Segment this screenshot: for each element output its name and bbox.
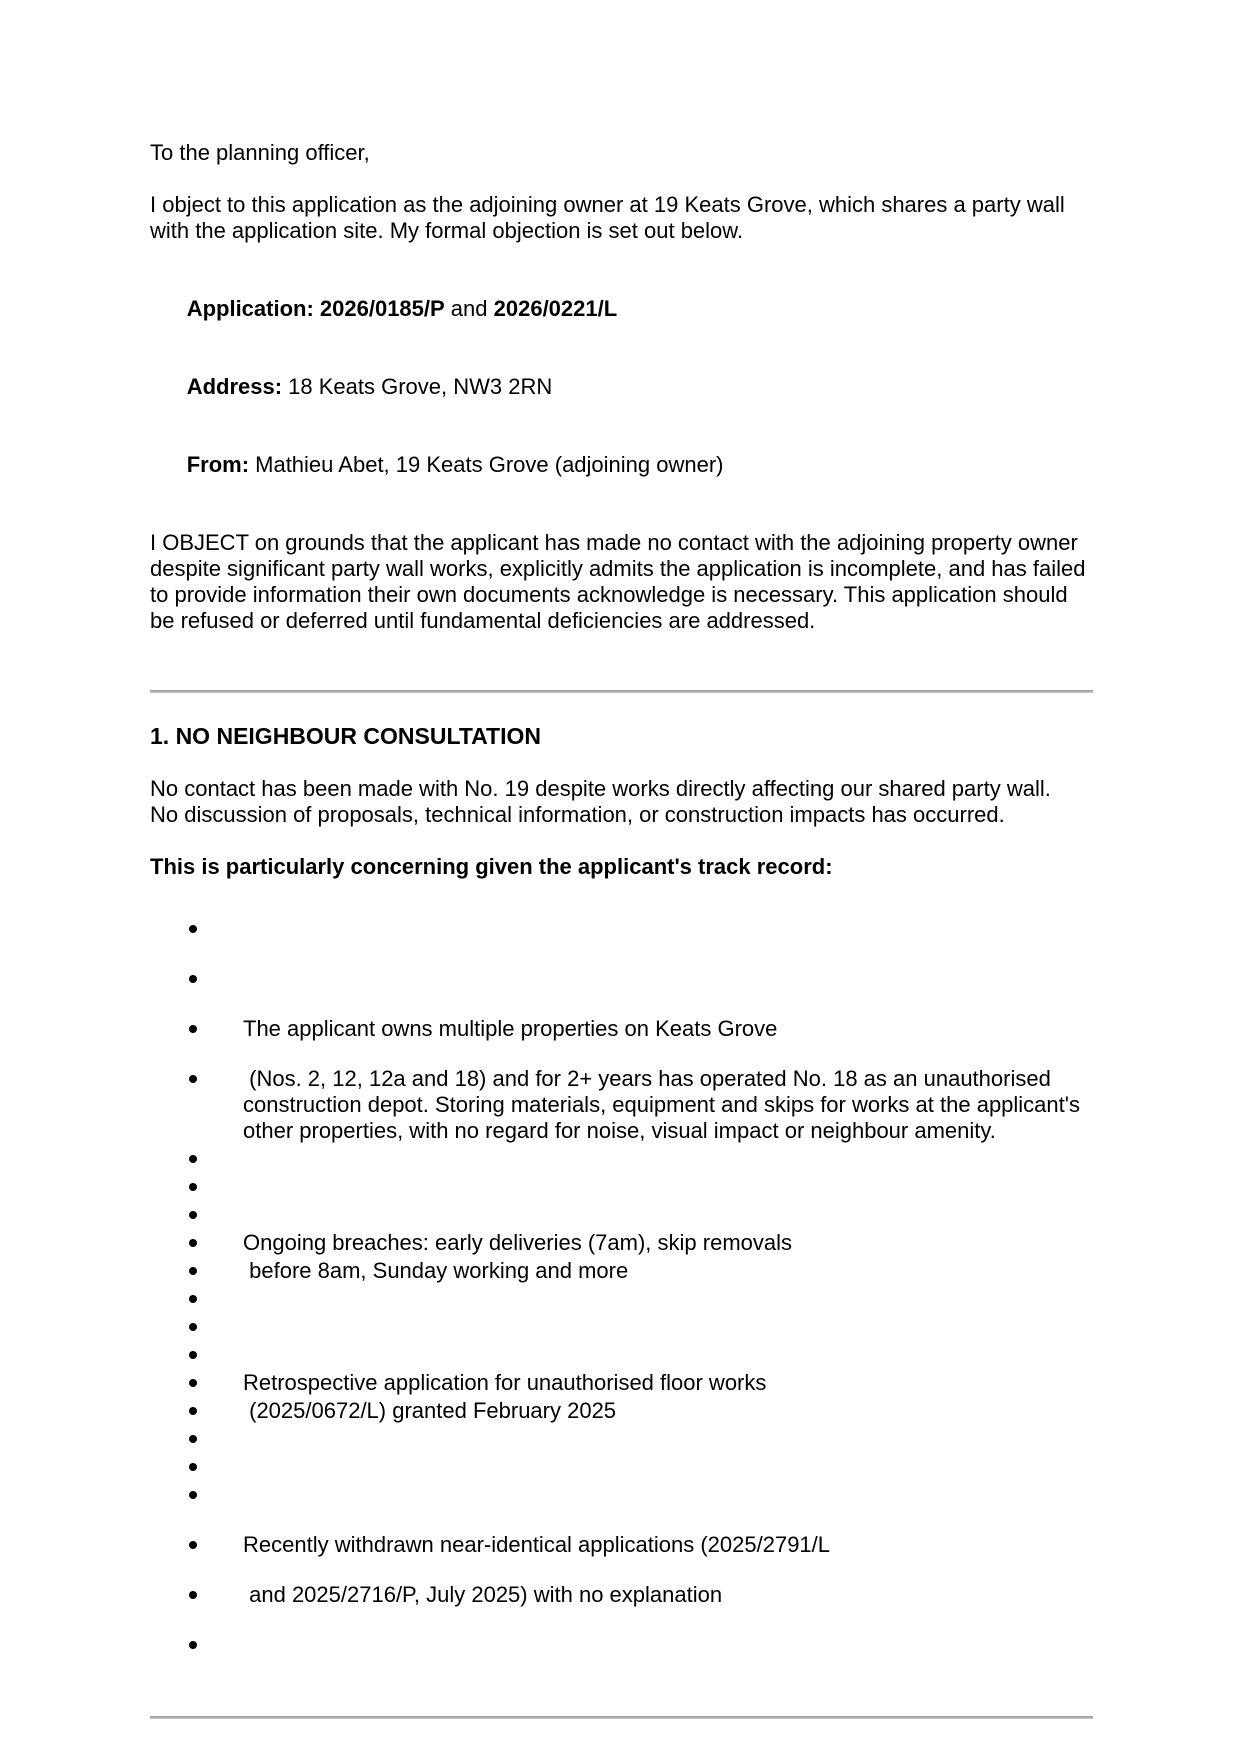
- bullet-icon: [189, 1641, 197, 1649]
- list-item-text: and 2025/2716/P, July 2025) with no explanation: [243, 1582, 723, 1607]
- section-1-heading: 1. NO NEIGHBOUR CONSULTATION: [150, 723, 541, 749]
- bullet-icon: [189, 1295, 197, 1303]
- list-item: [150, 1258, 1093, 1284]
- track-record-list: [150, 916, 1093, 1658]
- application-line: [150, 270, 1093, 348]
- from-value: Mathieu Abet, 19 Keats Grove (adjoining owner): [249, 452, 724, 477]
- list-item: [150, 1632, 1093, 1658]
- bullet-icon: [189, 1239, 197, 1247]
- list-item: [150, 1532, 1093, 1558]
- application-joiner: and: [444, 296, 494, 321]
- list-item: [150, 1582, 1093, 1608]
- bullet-icon: [189, 975, 197, 983]
- bullet-icon: [189, 1267, 197, 1275]
- bullet-icon: [189, 1541, 197, 1549]
- bullet-icon: [189, 1211, 197, 1219]
- list-item: [150, 1174, 1093, 1200]
- address-line: [150, 348, 1093, 426]
- list-item: [150, 1286, 1093, 1312]
- bullet-icon: [189, 1025, 197, 1033]
- track-record-lead: This is particularly concerning given the applicant's track record:: [150, 854, 833, 879]
- application-meta-block: [150, 270, 1093, 504]
- address-label: Address:: [186, 374, 283, 399]
- bullet-icon: [189, 1407, 197, 1415]
- bullet-icon: [189, 1463, 197, 1471]
- section-divider-top: [150, 690, 1093, 693]
- list-item: [150, 1342, 1093, 1368]
- list-item-text: Retrospective application for unauthorised floor works: [243, 1370, 767, 1395]
- list-item: [150, 916, 1093, 942]
- bullet-icon: [189, 1491, 197, 1499]
- bullet-icon: [189, 1591, 197, 1599]
- bullet-icon: [189, 1351, 197, 1359]
- application-ref-2: 2026/0221/L: [493, 296, 618, 321]
- list-item: [150, 1230, 1093, 1256]
- list-item: [150, 1146, 1093, 1172]
- address-value: 18 Keats Grove, NW3 2RN: [282, 374, 553, 399]
- bullet-icon: [189, 1379, 197, 1387]
- list-item-text: Ongoing breaches: early deliveries (7am), skip removals: [243, 1230, 793, 1255]
- bullet-icon: [189, 1183, 197, 1191]
- list-item: [150, 966, 1093, 992]
- bullet-icon: [189, 1155, 197, 1163]
- bullet-icon: [189, 925, 197, 933]
- bullet-icon: [189, 1435, 197, 1443]
- objection-statement: I OBJECT on grounds that the applicant has made no contact with the adjoining property owner despite significant party wall works, explicitly admits the application is incomplete, and has failed to provide information their own documents acknowledge is necessary. This application should be refused or deferred until fundamental deficiencies are addressed.: [150, 530, 1086, 633]
- bullet-icon: [189, 1323, 197, 1331]
- list-item-text: Recently withdrawn near-identical applications (2025/2791/L: [243, 1532, 831, 1557]
- intro-paragraph: I object to this application as the adjoining owner at 19 Keats Grove, which shares a party wall with the application site. My formal objection is set out below.: [150, 192, 1065, 243]
- from-line: [150, 426, 1093, 504]
- list-item-text: before 8am, Sunday working and more: [243, 1258, 629, 1283]
- application-label-and-ref: Application: 2026/0185/P: [186, 296, 445, 321]
- bullet-icon: [189, 1075, 197, 1083]
- list-item: [150, 1016, 1093, 1042]
- list-item-text: (2025/0672/L) granted February 2025: [243, 1398, 617, 1423]
- list-item-text: The applicant owns multiple properties on Keats Grove: [243, 1016, 778, 1041]
- list-item: [150, 1202, 1093, 1228]
- section-1-paragraph: No contact has been made with No. 19 despite works directly affecting our shared party wall. No discussion of proposals, technical information, or construction impacts has occurred.: [150, 776, 1051, 827]
- section-divider-bottom: [150, 1716, 1093, 1719]
- list-item: [150, 1398, 1093, 1424]
- list-item: [150, 1482, 1093, 1508]
- list-item: [150, 1426, 1093, 1452]
- list-item: [150, 1066, 1093, 1144]
- salutation: To the planning officer,: [150, 140, 370, 165]
- list-item: [150, 1370, 1093, 1396]
- from-label: From:: [186, 452, 250, 477]
- list-item-text: (Nos. 2, 12, 12a and 18) and for 2+ years has operated No. 18 as an unauthorised construction depot. Storing materials, equipment and skips for works at the applicant's other properties, with no regard for noise, visual impact or neighbour amenity.: [243, 1066, 1087, 1143]
- list-item: [150, 1454, 1093, 1480]
- list-item: [150, 1314, 1093, 1340]
